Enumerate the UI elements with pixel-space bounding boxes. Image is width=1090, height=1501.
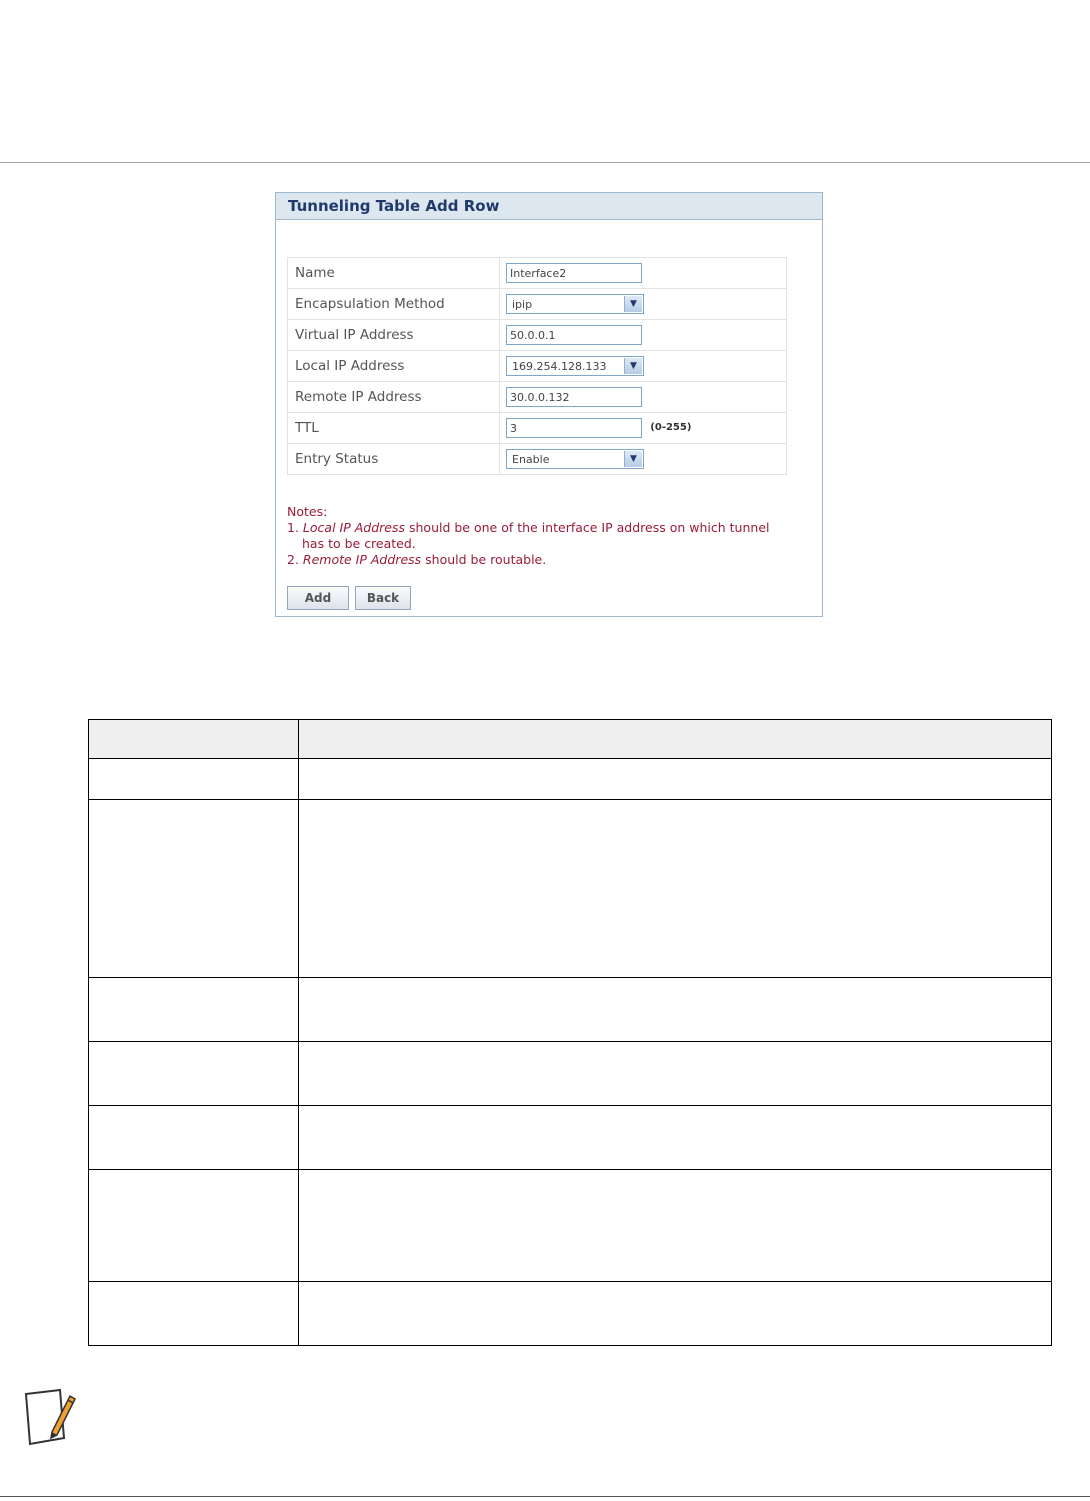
form-table bbox=[287, 257, 787, 475]
table-row bbox=[89, 1042, 1052, 1106]
tunneling-add-row-dialog bbox=[275, 192, 823, 617]
ttl-range-hint: (0-255) bbox=[650, 422, 692, 433]
entry-status-label: Entry Status bbox=[288, 444, 500, 475]
row-entry-status bbox=[288, 444, 787, 475]
dialog-title: Tunneling Table Add Row bbox=[288, 197, 500, 215]
row-virtual-ip bbox=[288, 320, 787, 351]
encapsulation-value: ipip bbox=[512, 297, 533, 311]
table-row bbox=[89, 759, 1052, 800]
dialog-header bbox=[276, 193, 822, 220]
chevron-down-icon[interactable]: ▼ bbox=[624, 358, 642, 374]
row-ttl bbox=[288, 413, 787, 444]
ttl-label: TTL bbox=[288, 413, 500, 444]
encapsulation-label: Encapsulation Method bbox=[288, 289, 500, 320]
row-remote-ip bbox=[288, 382, 787, 413]
table-row bbox=[89, 978, 1052, 1042]
local-ip-label: Local IP Address bbox=[288, 351, 500, 382]
local-ip-value: 169.254.128.133 bbox=[512, 359, 607, 373]
back-button[interactable]: Back bbox=[355, 586, 411, 610]
table-row bbox=[89, 1106, 1052, 1170]
table-row bbox=[89, 800, 1052, 978]
table-row bbox=[89, 1282, 1052, 1346]
note-1-continued: has to be created. bbox=[302, 536, 416, 551]
header-cell-1 bbox=[89, 720, 299, 759]
chevron-down-icon[interactable]: ▼ bbox=[624, 451, 642, 467]
remote-ip-input[interactable] bbox=[506, 387, 642, 407]
row-name bbox=[288, 258, 787, 289]
notes-heading: Notes: bbox=[287, 504, 328, 519]
encapsulation-select[interactable] bbox=[506, 294, 644, 314]
name-input[interactable] bbox=[506, 263, 642, 283]
name-label: Name bbox=[288, 258, 500, 289]
row-local-ip bbox=[288, 351, 787, 382]
ttl-input[interactable] bbox=[506, 418, 642, 438]
entry-status-value: Enable bbox=[512, 452, 550, 466]
note-1: 1. Local IP Address should be one of the interface IP address on which tunnel bbox=[287, 520, 770, 535]
local-ip-select[interactable] bbox=[506, 356, 644, 376]
row-encapsulation bbox=[288, 289, 787, 320]
bottom-divider bbox=[0, 1496, 1090, 1497]
virtual-ip-input[interactable] bbox=[506, 325, 642, 345]
note-2: 2. Remote IP Address should be routable. bbox=[287, 552, 547, 567]
table-header-row bbox=[89, 720, 1052, 759]
add-button[interactable]: Add bbox=[287, 586, 349, 610]
table-row bbox=[89, 1170, 1052, 1282]
parameter-table bbox=[88, 719, 1052, 1346]
header-cell-2 bbox=[299, 720, 1052, 759]
remote-ip-label: Remote IP Address bbox=[288, 382, 500, 413]
note-pencil-icon bbox=[24, 1388, 76, 1446]
virtual-ip-label: Virtual IP Address bbox=[288, 320, 500, 351]
top-divider bbox=[0, 162, 1090, 163]
chevron-down-icon[interactable]: ▼ bbox=[624, 296, 642, 312]
entry-status-select[interactable] bbox=[506, 449, 644, 469]
notes bbox=[287, 504, 807, 568]
